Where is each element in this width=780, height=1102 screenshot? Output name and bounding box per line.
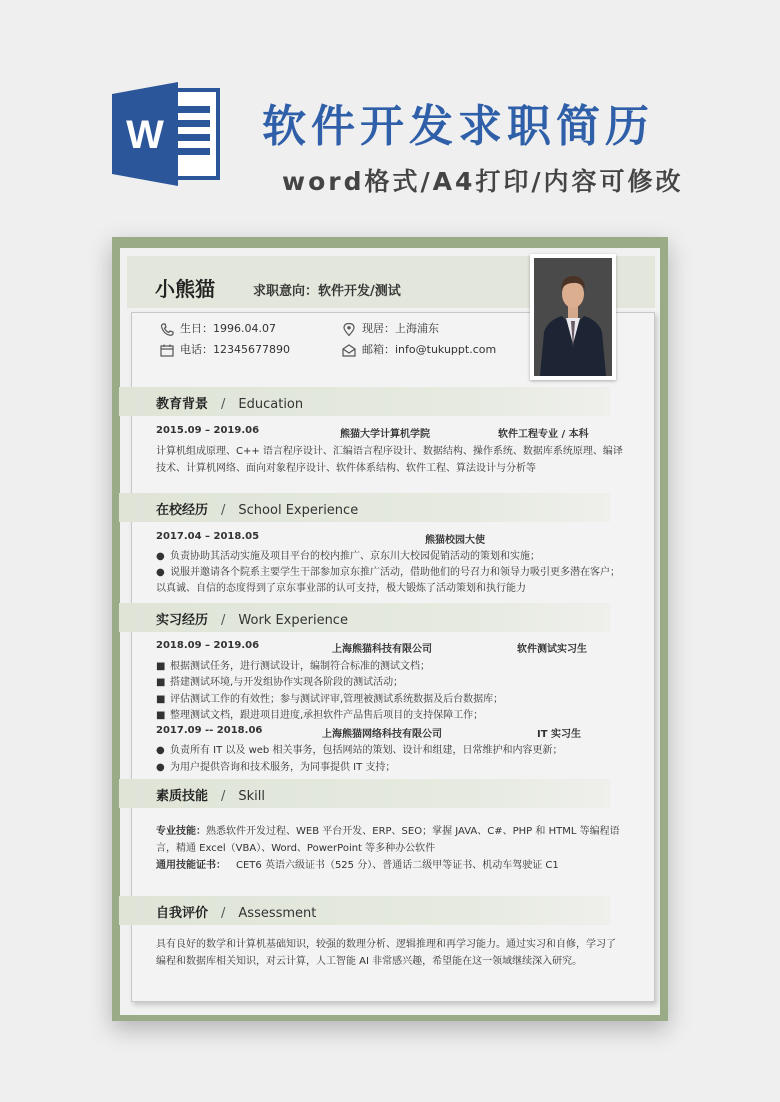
work-heading: 实习经历 / Work Experience [156, 613, 348, 628]
job2-item: ● 负责所有 IT 以及 web 相关事务，包括网站的策划、设计和组建，日常维护和内容更新； [156, 745, 563, 756]
job1-item: ■ 整理测试文档，跟进项目进度,承担软件产品售后项目的支持保障工作； [156, 710, 484, 721]
phone-icon [160, 323, 174, 336]
professional-skills: 专业技能：熟悉软件开发过程、WEB 平台开发、ERP、SEO；掌握 JAVA、C#、PHP 和 HTML 等编程语 [156, 826, 620, 837]
job1-item: ■ 搭建测试环境,与开发组协作实现各阶段的测试活动； [156, 677, 404, 688]
phone-info [160, 341, 290, 357]
bullet-square-icon: ■ [156, 661, 166, 672]
bullet-square-icon: ■ [156, 677, 166, 688]
email-info [342, 341, 496, 357]
hero-title: 软件开发求职简历 [262, 101, 654, 152]
word-logo-letter: W [126, 113, 164, 157]
birth-text: 生日：1996.04.07 [180, 322, 276, 335]
birth-info [160, 320, 276, 336]
phone-text: 电话：12345677890 [180, 343, 290, 356]
job1-company: 上海熊猫科技有限公司 [332, 644, 432, 655]
location-text: 现居：上海浦东 [362, 322, 439, 335]
word-logo-icon [112, 82, 224, 186]
email-text: 邮箱：info@tukuppt.com [362, 343, 497, 356]
self-assessment-line2: 编程和数据库相关知识，对云计算，人工智能 AI 非常感兴趣，希望能在这一领域继续深入研究。 [156, 956, 583, 967]
location-info [342, 320, 439, 336]
professional-skills-cont: 言，精通 Excel（VBA）、Word、PowerPoint 等多种办公软件 [156, 843, 436, 854]
education-courses-line2: 技术、计算机网络、面向对象程序设计、软件体系结构、软件工程、算法设计与分析等 [156, 463, 536, 474]
skill-heading: 素质技能 / Skill [156, 789, 266, 804]
job1-title: 软件测试实习生 [517, 644, 587, 655]
self-heading: 自我评价 / Assessment [156, 906, 317, 921]
school-summary: 以真诚、自信的态度得到了京东事业部的认可支持，极大锻炼了活动策划和执行能力 [156, 583, 526, 594]
school-heading: 在校经历 / School Experience [156, 503, 359, 518]
candidate-name: 小熊猫 [155, 277, 215, 301]
education-school: 熊猫大学计算机学院 [340, 429, 430, 440]
bullet-dot-icon: ● [156, 551, 165, 562]
school-item: ● 负责协助其活动实施及项目平台的校内推广、京东川大校园促销活动的策划和实施； [156, 551, 540, 562]
hero-subtitle: word格式/A4打印/内容可修改 [282, 167, 684, 196]
job-objective: 求职意向：软件开发/测试 [253, 284, 401, 299]
job1-item: ■ 评估测试工作的有效性；参与测试评审,管理被测试系统数据及后台数据库； [156, 694, 504, 705]
certificates: 通用技能证书： CET6 英语六级证书（525 分）、普通话二级甲等证书、机动车驾驶证 C1 [156, 860, 559, 871]
school-date: 2017.04 – 2018.05 [156, 531, 260, 542]
bullet-dot-icon: ● [156, 745, 165, 756]
job2-date: 2017.09 -- 2018.06 [156, 725, 263, 736]
mail-icon [342, 344, 356, 357]
bullet-dot-icon: ● [156, 567, 165, 578]
education-courses-line1: 计算机组成原理、C++ 语言程序设计、汇编语言程序设计、数据结构、操作系统、数据库系统原理、编译 [156, 446, 623, 457]
job1-date: 2018.09 – 2019.06 [156, 640, 260, 651]
education-date: 2015.09 – 2019.06 [156, 425, 260, 436]
job2-item: ● 为用户提供咨询和技术服务，为同事提供 IT 支持； [156, 762, 396, 773]
job2-title: IT 实习生 [537, 729, 582, 740]
self-assessment-line1: 具有良好的数学和计算机基础知识，较强的数理分析、逻辑推理和再学习能力。通过实习和自修，学习了 [156, 939, 616, 950]
bullet-square-icon: ■ [156, 694, 166, 705]
job1-item: ■ 根据测试任务，进行测试设计，编制符合标准的测试文档； [156, 661, 430, 672]
school-item: ● 说服并邀请各个院系主要学生干部参加京东推广活动，借助他们的号召力和领导力吸引更多潜在客户； [156, 567, 620, 578]
education-major: 软件工程专业 / 本科 [498, 429, 589, 440]
education-heading: 教育背景 / Education [156, 397, 304, 412]
job2-company: 上海熊猫网络科技有限公司 [322, 729, 442, 740]
school-role: 熊猫校园大使 [425, 535, 485, 546]
location-pin-icon [342, 323, 356, 336]
calendar-icon [160, 344, 174, 357]
bullet-square-icon: ■ [156, 710, 166, 721]
profile-photo [530, 254, 616, 380]
bullet-dot-icon: ● [156, 762, 165, 773]
